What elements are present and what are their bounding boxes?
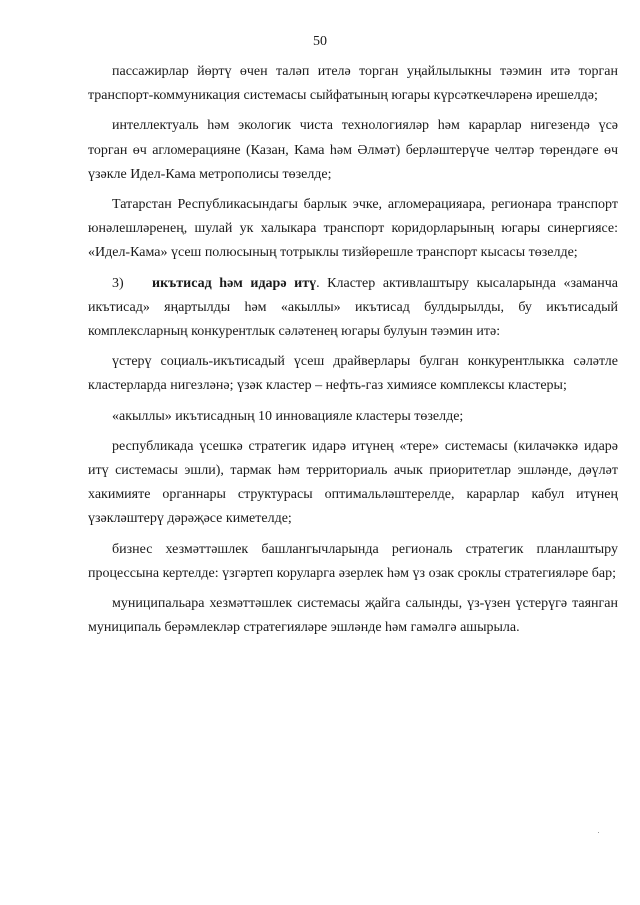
paragraph-business-partnership: бизнес хезмәттәшлек башлангычларында региональ стратегик планлаштыру процессына кертелде: үзгәртеп коруларга әзерлек һәм үз озак сроклы стратегияләре бар; xyxy=(88,541,618,581)
paragraph-section-3 xyxy=(88,272,618,345)
paragraph-idel-kama-metropolis: интеллектуаль һәм экологик чиста технологияләр һәм карарлар нигезендә үсә торган өч агломерацияне (Казан, Кама һәм Әлмәт) берләштерүче челтәр төрендәге өч үзәкле Идел-Кама метрополисы төзелде; xyxy=(88,118,618,182)
page-body xyxy=(88,60,618,640)
paragraph-intermunicipal-cooperation: муниципальара хезмәттәшлек системасы җайга салынды, үз-үзен үстерүгә таянган муниципаль берәмлекләр стратегияләре эшләнде һәм гамәлгә ашырыла. xyxy=(88,596,618,636)
scan-speck xyxy=(598,832,599,833)
paragraph-smart-economy-clusters: «акыллы» икътисадның 10 инновацияле кластеры төзелде; xyxy=(112,408,464,424)
section-heading: икътисад һәм идарә итү xyxy=(152,275,317,291)
section-number: 3) xyxy=(112,275,124,291)
paragraph-strategic-management: республикада үсешкә стратегик идарә итүнең «тере» системасы (килачәккә идарә итү системасы эшли), тармак һәм территориаль ачык приоритетлар эшләнде, дәүләт хакимияте органнары структурасы оптимальләштерелде, карарлар кабул итүнең үзәкләштерү дәрәҗәсе киметелде; xyxy=(88,438,618,527)
page-number: 50 xyxy=(313,34,327,49)
paragraph-clusters-development: үстерү социаль-икътисадый үсеш драйверлары булган конкурентлыкка сәләтле кластерларда нигезләнә; үзәк кластер – нефть-газ химиясе комплексы кластеры; xyxy=(88,354,618,394)
section-intro-text: . Кластер активлаштыру кысаларында «заманча икътисад» яңартылды һәм «акыллы» икътисад булдырылды, бу икътисадый комплексларның конкурентлык сәләтенең югары булуын тәэмин итә: xyxy=(88,275,618,340)
paragraph-transport-synergy: Татарстан Республикасындагы барлык эчке, агломерацияара, регионара транспорт юнәлешләренең, шулай ук халыкара транспорт коридорларының югары синергиясе: «Идел-Кама» үсеш полюсының тотрыклы тизйөрешле транспорт кысасы төзелде; xyxy=(88,197,618,261)
paragraph-passenger-transport: пассажирлар йөртү өчен таләп ителә торган уңайлылыкны тәэмин итә торган транспорт-коммуникация системасы сыйфатының югары күрсәткечләренә ирешелдә; xyxy=(88,64,618,104)
